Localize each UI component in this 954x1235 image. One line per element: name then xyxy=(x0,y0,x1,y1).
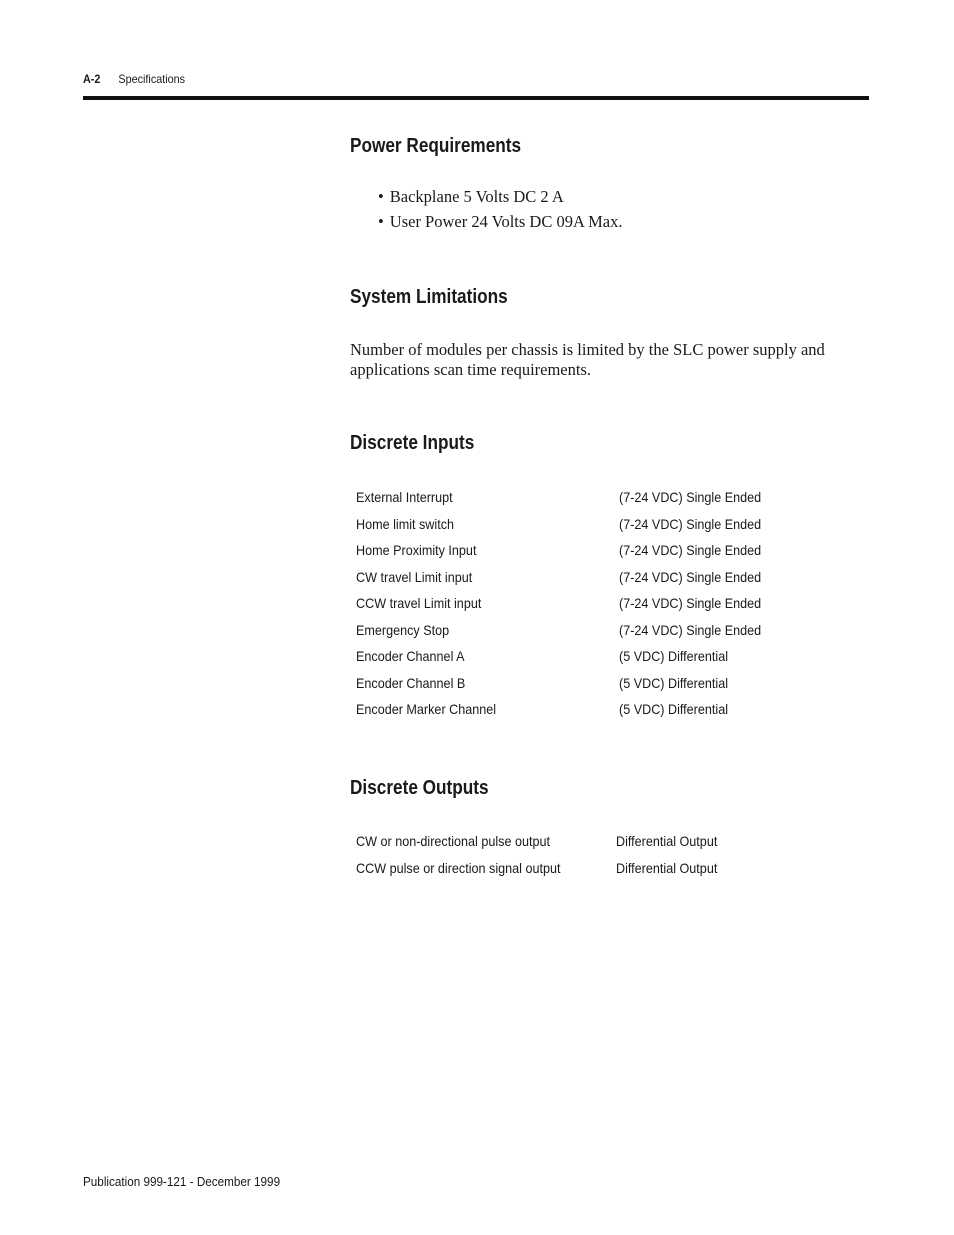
power-list xyxy=(378,187,622,237)
list-item: • Backplane 5 Volts DC 2 A xyxy=(378,187,622,212)
input-name: CW travel Limit input xyxy=(356,568,473,585)
input-spec: (7-24 VDC) Single Ended xyxy=(619,595,762,611)
input-name: Emergency Stop xyxy=(356,621,450,638)
input-name: External Interrupt xyxy=(356,489,453,505)
discrete-outputs-heading: Discrete Outputs xyxy=(350,777,489,799)
input-spec: (7-24 VDC) Single Ended xyxy=(619,515,762,532)
list-item: • User Power 24 Volts DC 09A Max. xyxy=(378,212,622,237)
discrete-inputs-heading: Discrete Inputs xyxy=(350,432,475,454)
input-spec: (7-24 VDC) Single Ended xyxy=(619,568,762,585)
input-name: Encoder Marker Channel xyxy=(356,701,497,717)
input-name: CCW travel Limit input xyxy=(356,595,482,611)
running-head xyxy=(83,72,185,86)
input-name: Home Proximity Input xyxy=(356,542,477,558)
power-requirements-heading: Power Requirements xyxy=(350,135,522,157)
output-name: CW or non-directional pulse output xyxy=(356,833,551,849)
system-limitations-heading: System Limitations xyxy=(350,286,508,308)
input-name: Home limit switch xyxy=(356,515,455,532)
input-spec: (5 VDC) Differential xyxy=(619,674,729,691)
output-spec: Differential Output xyxy=(616,833,718,849)
input-spec: (7-24 VDC) Single Ended xyxy=(619,542,762,558)
input-spec: (7-24 VDC) Single Ended xyxy=(619,621,762,638)
section-name: Specifications xyxy=(118,72,186,86)
output-name: CCW pulse or direction signal output xyxy=(356,860,561,876)
input-spec: (7-24 VDC) Single Ended xyxy=(619,489,762,505)
header-rule xyxy=(83,96,869,100)
input-name: Encoder Channel A xyxy=(356,648,465,664)
output-spec: Differential Output xyxy=(616,860,718,876)
input-name: Encoder Channel B xyxy=(356,674,466,691)
page-number: A-2 xyxy=(83,72,101,86)
input-spec: (5 VDC) Differential xyxy=(619,701,729,717)
input-spec: (5 VDC) Differential xyxy=(619,648,729,664)
system-limitations-text: Number of modules per chassis is limited by the SLC power supply and applications scan time requirements. xyxy=(350,340,825,379)
publication-footer: Publication 999-121 - December 1999 xyxy=(83,1174,281,1189)
